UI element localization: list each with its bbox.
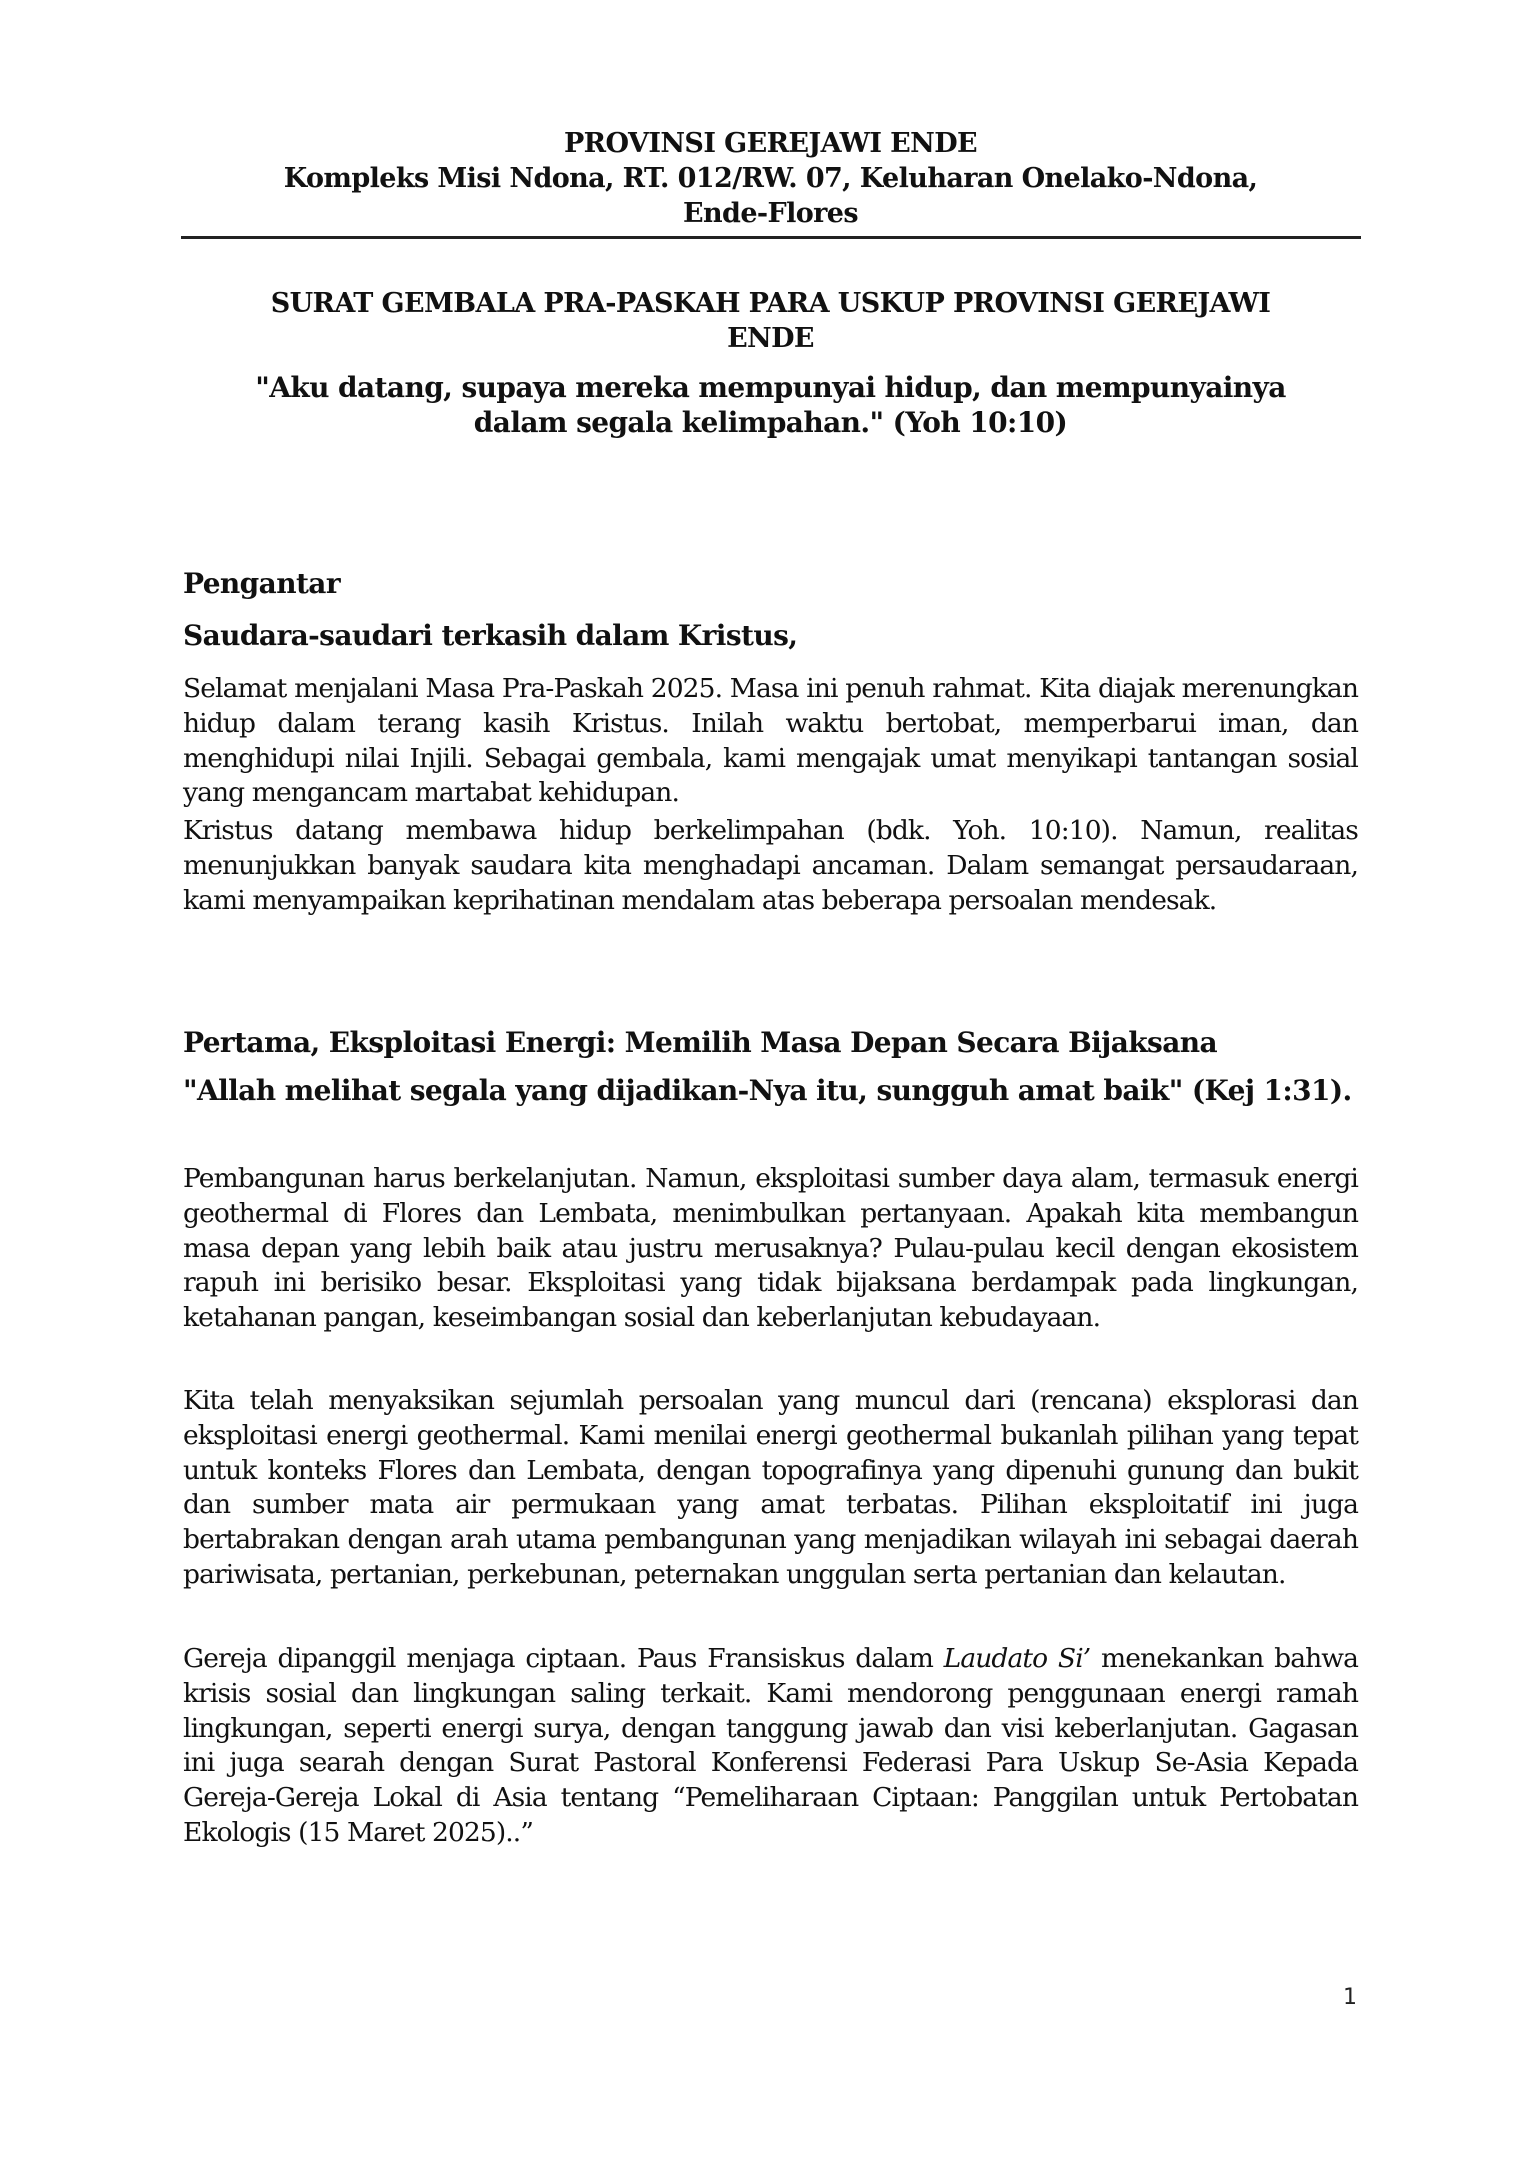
epigraph-line-2: dalam segala kelimpahan." (Yoh 10:10) <box>473 406 1068 439</box>
letterhead <box>183 126 1358 231</box>
paragraph-3-text-b: menekankan bahwa krisis sosial dan lingkungan saling terkait. Kami mendorong penggunaan energi ramah lingkungan, seperti energi surya, dengan tanggung jawab dan visi keberlanjutan. Gagasan ini juga searah dengan Surat Pastoral Konferensi Federasi Para Uskup Se-Asia Kepada Gereja-Gereja Lokal di Asia tentang “Pemeliharaan Ciptaan: Panggilan untuk Pertobatan Ekologis (15 Maret 2025)..” <box>183 1643 1358 1848</box>
intro-paragraph-1-wrap <box>183 672 1358 811</box>
section-1-quote-wrap <box>183 1073 1358 1109</box>
section-1-paragraph-3-wrap <box>183 1642 1358 1851</box>
letterhead-address: Kompleks Misi Ndona, RT. 012/RW. 07, Keluharan Onelako-Ndona, <box>283 163 1258 194</box>
section-1-paragraph-1-wrap <box>183 1162 1358 1336</box>
letterhead-city: Ende-Flores <box>683 198 858 229</box>
epigraph <box>183 370 1358 440</box>
page-number: 1 <box>1343 1985 1357 2010</box>
section-1-paragraph-1: Pembangunan harus berkelanjutan. Namun, eksploitasi sumber daya alam, termasuk energi geothermal di Flores dan Lembata, menimbulkan pertanyaan. Apakah kita membangun masa depan yang lebih baik atau justru merusaknya? Pulau-pulau kecil dengan ekosistem rapuh ini berisiko besar. Eksploitasi yang tidak bijaksana berdampak pada lingkungan, ketahanan pangan, keseimbangan sosial dan keberlanjutan kebudayaan. <box>183 1163 1358 1334</box>
letterhead-province: PROVINSI GEREJAWI ENDE <box>563 128 977 159</box>
intro-heading: Pengantar <box>183 567 340 600</box>
salutation: Saudara-saudari terkasih dalam Kristus, <box>183 619 798 652</box>
intro-section <box>183 566 1358 602</box>
title-line-1: SURAT GEMBALA PRA-PASKAH PARA USKUP PROVINSI GEREJAWI <box>270 288 1271 319</box>
salutation-wrap <box>183 618 1358 654</box>
section-1-paragraph-2: Kita telah menyaksikan sejumlah persoalan yang muncul dari (rencana) eksplorasi dan eksploitasi energi geothermal. Kami menilai energi geothermal bukanlah pilihan yang tepat untuk konteks Flores dan Lembata, dengan topografinya yang dipenuhi gunung dan bukit dan sumber mata air permukaan yang amat terbatas. Pilihan eksploitatif ini juga bertabrakan dengan arah utama pembangunan yang menjadikan wilayah ini sebagai daerah pariwisata, pertanian, perkebunan, peternakan unggulan serta pertanian dan kelautan. <box>183 1385 1358 1590</box>
laudato-si-title: Laudato Si’ <box>943 1643 1091 1674</box>
intro-paragraph-1: Selamat menjalani Masa Pra-Paskah 2025. Masa ini penuh rahmat. Kita diajak merenungkan hidup dalam terang kasih Kristus. Inilah waktu bertobat, memperbarui iman, dan menghidupi nilai Injili. Sebagai gembala, kami mengajak umat menyikapi tantangan sosial yang mengancam martabat kehidupan. <box>183 673 1358 809</box>
intro-paragraph-2-wrap <box>183 814 1358 918</box>
paragraph-3-text-a: Gereja dipanggil menjaga ciptaan. Paus Fransiskus dalam <box>183 1643 944 1674</box>
section-1-quote: "Allah melihat segala yang dijadikan-Nya itu, sungguh amat baik" (Kej 1:31). <box>183 1074 1352 1107</box>
section-1-heading: Pertama, Eksploitasi Energi: Memilih Masa Depan Secara Bijaksana <box>183 1026 1218 1059</box>
section-1-paragraph-2-wrap <box>183 1384 1358 1593</box>
letter-title <box>183 286 1358 356</box>
epigraph-line-1: "Aku datang, supaya mereka mempunyai hidup, dan mempunyainya <box>255 371 1286 404</box>
title-line-2: ENDE <box>727 323 814 354</box>
letterhead-divider <box>181 236 1361 239</box>
section-1-heading-wrap <box>183 1025 1358 1061</box>
section-1-paragraph-3 <box>183 1642 1358 1851</box>
intro-paragraph-2: Kristus datang membawa hidup berkelimpahan (bdk. Yoh. 10:10). Namun, realitas menunjukkan banyak saudara kita menghadapi ancaman. Dalam semangat persaudaraan, kami menyampaikan keprihatinan mendalam atas beberapa persoalan mendesak. <box>183 815 1358 916</box>
